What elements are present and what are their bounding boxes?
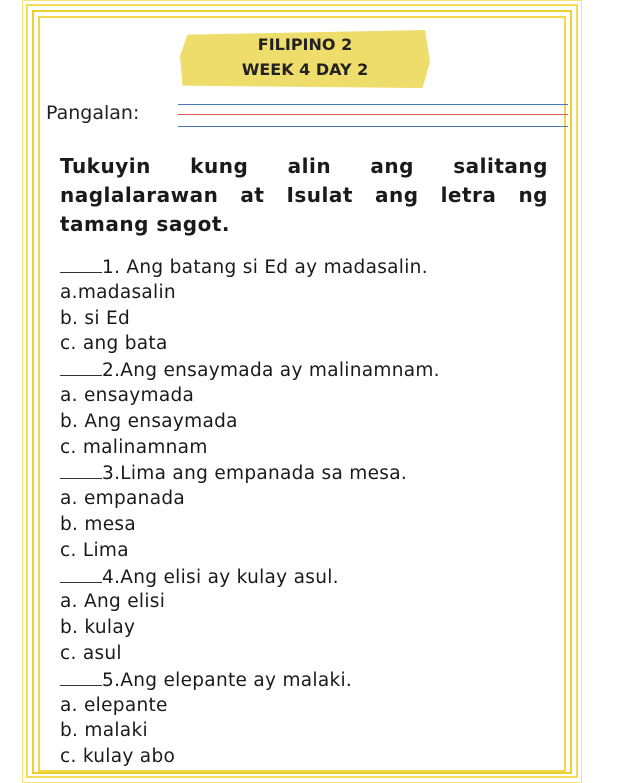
choice-4a: a. Ang elisi [60, 591, 166, 613]
title-banner-text [180, 32, 430, 82]
writing-line-bottom [178, 126, 568, 127]
answer-blank-3[interactable] [60, 460, 102, 479]
name-label: Pangalan: [46, 102, 140, 124]
question-list [60, 254, 560, 770]
choice-1c: c. ang bata [60, 333, 168, 355]
question-text: 5.Ang elepante ay malaki. [102, 669, 353, 691]
writing-line-middle [178, 114, 568, 115]
instructions: Tukuyin kung alin ang salitang naglalarawan at Isulat ang letra ng tamang sagot. [60, 154, 548, 236]
choice-4b: b. kulay [60, 617, 136, 639]
question-text: 3.Lima ang empanada sa mesa. [102, 463, 408, 485]
choice-2b: b. Ang ensaymada [60, 410, 238, 432]
choice-5b: b. malaki [60, 720, 148, 742]
answer-blank-1[interactable] [60, 254, 102, 273]
choice-2a: a. ensaymada [60, 384, 195, 406]
question-4 [60, 564, 560, 590]
question-1 [60, 254, 560, 280]
question-text: 1. Ang batang si Ed ay madasalin. [102, 257, 428, 278]
choice-4c: c. asul [60, 642, 122, 664]
answer-blank-5[interactable] [60, 667, 102, 686]
choice-1a: a.madasalin [60, 281, 176, 303]
choice-3b: b. mesa [60, 513, 136, 535]
choice-3c: c. Lima [60, 539, 129, 561]
subject-title: FILIPINO 2 [257, 35, 353, 54]
question-5 [60, 667, 560, 693]
choice-5a: a. elepante [60, 694, 168, 716]
choice-3a: a. empanada [60, 488, 186, 510]
name-writing-lines[interactable] [178, 104, 568, 130]
choice-2c: c. malinamnam [60, 436, 208, 458]
choice-1b: b. si Ed [60, 307, 130, 329]
question-text: 2.Ang ensaymada ay malinamnam. [102, 360, 440, 382]
question-2 [60, 357, 560, 383]
writing-line-top [178, 104, 568, 105]
answer-blank-4[interactable] [60, 564, 102, 583]
week-day-title: WEEK 4 DAY 2 [241, 60, 369, 79]
choice-5c: c. kulay abo [60, 746, 176, 768]
question-3 [60, 460, 560, 486]
answer-blank-2[interactable] [60, 357, 102, 376]
question-text: 4.Ang elisi ay kulay asul. [102, 566, 339, 588]
